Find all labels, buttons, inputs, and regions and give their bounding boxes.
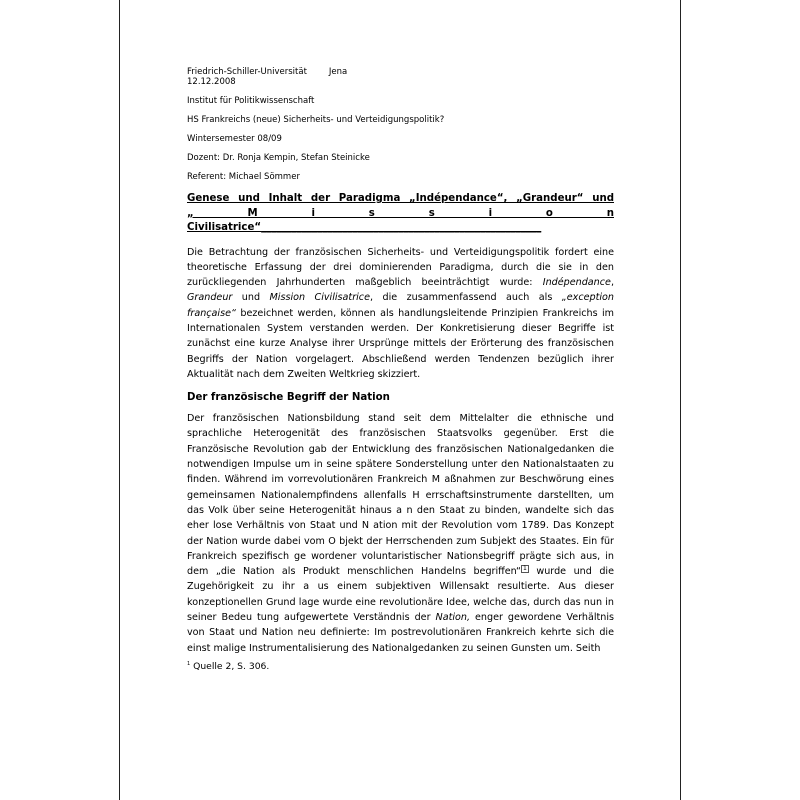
page-content	[187, 67, 614, 673]
footnote	[187, 658, 614, 673]
intro-paragraph: Die Betrachtung der französischen Sicherheits- und Verteidigungspolitik fordert eine theoretische Erfassung der drei dominierenden Paradigma, durch die sie in den zurückliegenden Jahrhunderten maßgeblich beeinträchtigt wurde: Indépendance, Grandeur und Mission Civilisatrice, die zusammenfassend auch als „exception française“ bezeichnet werden, können als handlungsleitende Prinzipien Frankreichs im Internationalen System verstanden werden. Der Konkretisierung dieser Begriffe ist zunächst eine kurze Analyse ihrer Ursprünge mittels der Erörterung des französischen Begriffs der Nation vorgelagert. Abschließend werden Tendenzen bezüglich ihrer Aktualität nach dem Zweiten Weltkrieg skizziert.	[187, 246, 614, 380]
footnote-text: Quelle 2, S. 306.	[190, 660, 270, 672]
term-independance: Indépendance	[542, 277, 611, 289]
header-university-line	[187, 67, 614, 77]
university-name: Friedrich-Schiller-Universität	[187, 67, 307, 77]
term-grandeur: Grandeur	[187, 292, 233, 304]
title-line-2: „ M i s s i o n	[187, 207, 614, 219]
header-institute: Institut für Politikwissenschaft	[187, 96, 315, 106]
title-line-3: Civilisatrice“_______________________________________________________	[187, 222, 542, 233]
term-nation: Nation,	[435, 612, 471, 624]
document-title	[187, 192, 614, 236]
header-lecturers: Dozent: Dr. Ronja Kempin, Stefan Steinicke	[187, 153, 370, 163]
term-exception-francaise: „exception française“	[187, 292, 614, 319]
footnote-mark: 1	[187, 660, 191, 667]
term-mission-civilisatrice: Mission Civilisatrice	[269, 292, 370, 304]
section-paragraph: Der französischen Nationsbildung stand seit dem Mittelalter die ethnische und sprachliche Heterogenität des französischen Staatsvolks gegenüber. Erst die Französische Revolution gab der Entwicklung des französischen Nationalgedanken die notwendigen Impulse um in seine spätere Sonderstellung unter den Nationalstaaten zu finden. Während im vorrevolutionären Frankreich M aßnahmen zur Beschwörung eines gemeinsamen Nationalempfindens allenfalls H errschaftsinstrumente darstellten, um das Volk über seine Heterogenität hinaus a n den Staat zu binden, wandelte sich das eher lose Verhältnis von Staat und N ation mit der Revolution vom 1789. Das Konzept der Nation wurde dabei vom O bjekt der Herrschenden zum Subjekt des Staates. Ein für Frankreich spezifisch ge wordener voluntaristischer Nationsbegriff prägte sich aus, in dem „die Nation als Produkt menschlichen Handelns begriffen“ 1 wurde und die Zugehörigkeit zu ihr a us einem subjektiven Willensakt resultierte. Aus dieser konzeptionellen Grund lage wurde eine revolutionäre Idee, welche das, durch das nun in seiner Bedeu tung aufgewertete Verständnis der Nation, enger gewordene Verhältnis von Staat und Nation neu definierte: Im postrevolutionären Frankreich kehrte sich die einst malige Instrumentalisierung des Nationalgedanken zu seinen Gunsten um. Seith	[187, 413, 614, 654]
header-semester: Wintersemester 08/09	[187, 134, 282, 144]
header-seminar: HS Frankreichs (neue) Sicherheits- und Verteidigungspolitik?	[187, 115, 445, 125]
city-name: Jena	[328, 67, 348, 77]
section-heading: Der französische Begriff der Nation	[187, 392, 390, 404]
document-page	[119, 0, 681, 800]
footnote-reference[interactable]: 1	[523, 564, 527, 572]
title-line-1: Genese und Inhalt der Paradigma „Indépendance“, „Grandeur“ und	[187, 193, 614, 204]
header-speaker: Referent: Michael Sömmer	[187, 172, 300, 182]
header-date: 12.12.2008	[187, 77, 236, 87]
